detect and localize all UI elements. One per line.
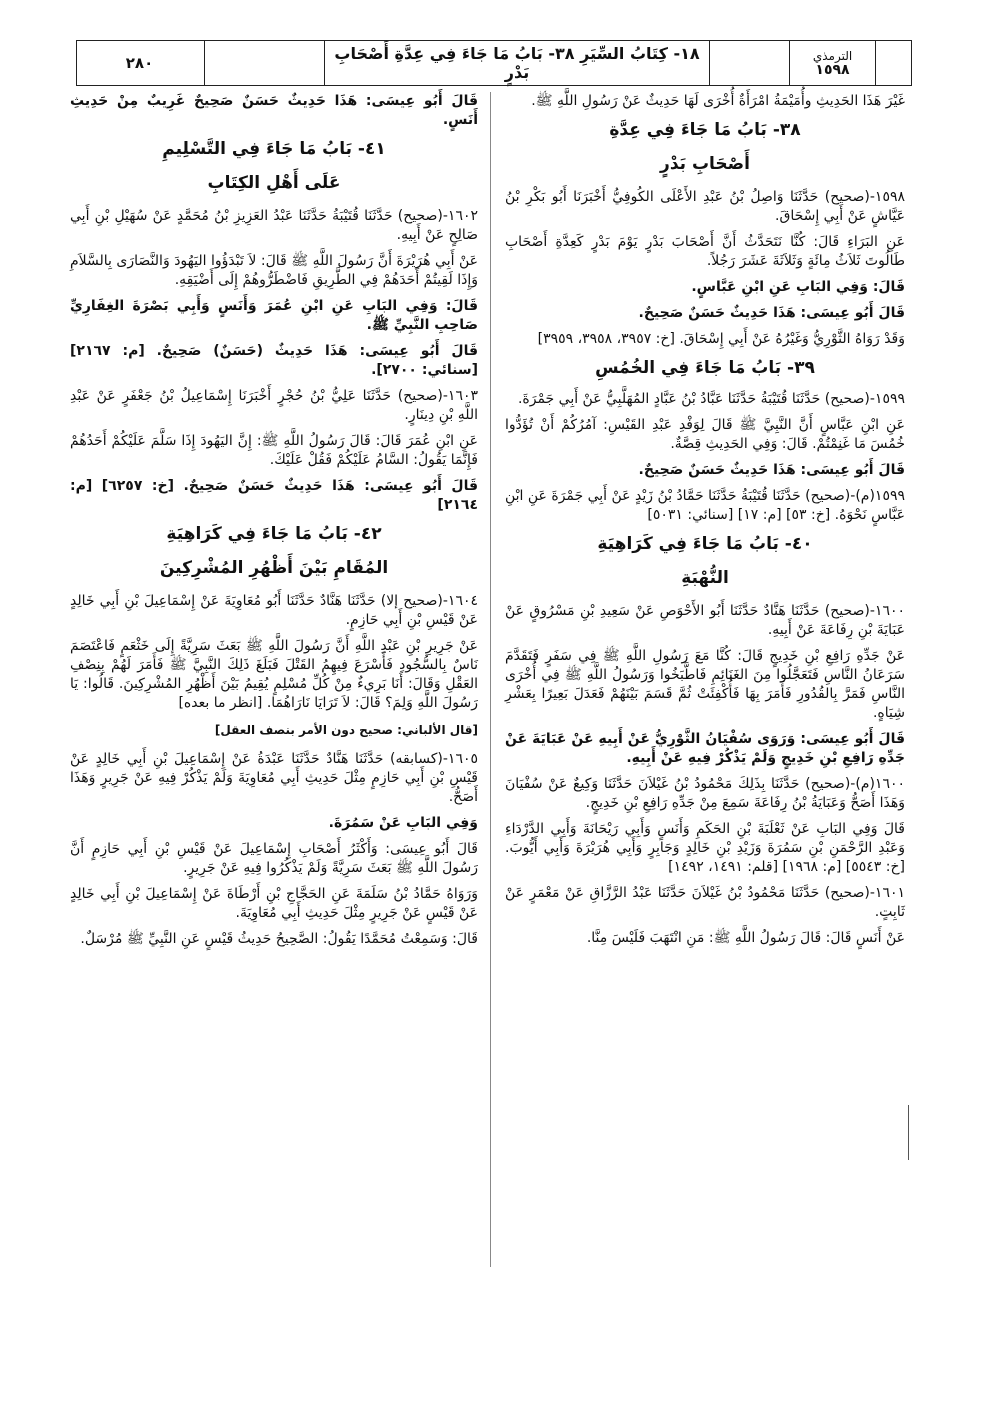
- hadith-paragraph: قَالَ وَفِي البَابِ عَنْ ثَعْلَبَةَ بْنِ الحَكَمِ وَأَنَسٍ وَأَبِي رَيْحَانَةَ وَأَبِي الدَّرْدَاءِ وَعَبْدِ الرَّحْمَنِ بْنِ سَمُرَةَ وَزَيْدِ بْنِ خَالِدٍ وَجَابِرٍ وَأَبِي هُرَيْرَةَ وَأَبِي أَيُّوبَ. [خ: ٥٥٤٣] [م: ١٩٦٨] [قلم: ١٤٩١، ١٤٩٢]: [505, 821, 905, 875]
- chapter-subheading: عَلَى أَهْلِ الكِتَابِ: [207, 173, 341, 193]
- header-reference: [789, 41, 875, 85]
- reference-label: الترمذي: [812, 49, 853, 63]
- commentary-paragraph: قَالَ أَبُو عِيسَى: هَذَا حَدِيثٌ حَسَنٌ صَحِيحٌ.: [638, 305, 905, 321]
- hadith-paragraph: عَنْ جَرِيرِ بْنِ عَبْدِ اللَّهِ أَنَّ رَسُولَ اللَّهِ ﷺ بَعَثَ سَرِيَّةً إِلَى خَثْعَمٍ فَاعْتَصَمَ نَاسٌ بِالسُّجُودِ فَأَسْرَعَ فِيهِمُ القَتْلَ فَبَلَغَ ذَلِكَ النَّبِيَّ ﷺ فَأَمَرَ لَهُمْ بِنِصْفِ العَقْلِ وَقَالَ: أَنَا بَرِيءٌ مِنْ كُلِّ مُسْلِمٍ يُقِيمُ بَيْنَ أَظْهُرِ المُشْرِكِينَ. قَالُوا: يَا رَسُولَ اللَّهِ وَلِمَ؟ قَالَ: لاَ تَرَايَا نَارَاهُمَا. [انظر ما بعده]: [70, 638, 478, 711]
- hadith-paragraph: وَقَدْ رَوَاهُ الثَّوْرِيُّ وَغَيْرُهُ عَنْ أَبِي إِسْحَاقَ. [خ: ٣٩٥٧، ٣٩٥٨، ٣٩٥٩]: [537, 331, 905, 347]
- header-title: ١٨- كِتَابُ السِّيَرِ ٣٨- بَابُ مَا جَاءَ فِي عِدَّةِ أَصْحَابِ بَدْرٍ: [324, 41, 709, 85]
- commentary-paragraph: قَالَ أَبُو عِيسَى: هَذَا حَدِيثٌ حَسَنٌ صَحِيحٌ.: [638, 462, 905, 478]
- right-column: [505, 92, 905, 955]
- hadith-paragraph: قَالَ أَبُو عِيسَى: وَأَكْثَرُ أَصْحَابِ إِسْمَاعِيلَ عَنْ قَيْسِ بْنِ أَبِي حَازِمٍ أَنَّ رَسُولَ اللَّهِ ﷺ بَعَثَ سَرِيَّةً وَلَمْ يَذْكُرُوا فِيهِ عَنْ جَرِيرٍ.: [70, 841, 478, 876]
- hadith-paragraph: ١٦٠٥-(كسابقه) حَدَّثَنَا هَنَّادٌ حَدَّثَنَا عَبْدَةُ عَنْ إِسْمَاعِيلَ بْنِ أَبِي خَالِدٍ عَنْ قَيْسِ بْنِ أَبِي حَازِمٍ مِثْلَ حَدِيثِ أَبِي مُعَاوِيَةَ وَلَمْ يَذْكُرْ فِيهِ عَنْ جَرِيرٍ وَهَذَا أَصَحُّ.: [70, 751, 478, 805]
- chapter-subheading: أَصْحَابِ بَدْرٍ: [660, 154, 750, 174]
- commentary-paragraph: قَالَ أَبُو عِيسَى: وَرَوَى سُفْيَانُ الثَّوْرِيُّ عَنْ أَبِيهِ عَنْ عَبَايَةَ عَنْ جَدِّهِ رَافِعِ بْنِ خَدِيجٍ وَلَمْ يَذْكُرْ فِيهِ عَنْ أَبِيهِ.: [505, 731, 905, 766]
- chapter-subheading: المُقَامِ بَيْنَ أَظْهُرِ المُشْرِكِينَ: [159, 558, 389, 578]
- hadith-paragraph: ١٦٠٣-(صحيح) حَدَّثَنَا عَلِيُّ بْنُ حُجْرٍ أَخْبَرَنَا إِسْمَاعِيلُ بْنُ جَعْفَرٍ عَنْ عَبْدِ اللَّهِ بْنِ دِينَارٍ.: [70, 388, 478, 423]
- commentary-paragraph: قَالَ: وَفِي البَابِ عَنِ ابْنِ عَبَّاسٍ.: [691, 279, 905, 295]
- grading-note: [قال الألباني: صحيح دون الأمر بنصف العقل]: [214, 723, 478, 737]
- chapter-heading: ٤٢- بَابُ مَا جَاءَ فِي كَرَاهِيَةِ: [166, 524, 382, 544]
- left-column: [70, 92, 478, 956]
- page-header: [76, 40, 912, 86]
- hadith-paragraph: قَالَ: وَسَمِعْتُ مُحَمَّدًا يَقُولُ: الصَّحِيحُ حَدِيثُ قَيْسٍ عَنِ النَّبِيِّ ﷺ مُرْسَلٌ.: [80, 931, 478, 947]
- reference-number: ١٥٩٨: [815, 62, 850, 78]
- commentary-paragraph: قَالَ أَبُو عِيسَى: هَذَا حَدِيثٌ حَسَنٌ صَحِيحٌ. [خ: ٦٢٥٧] [م: ٢١٦٤]: [70, 478, 479, 513]
- commentary-paragraph: قَالَ: وَفِي البَابِ عَنِ ابْنِ عُمَرَ وَأَنَسٍ وَأَبِي بَصْرَةَ الغِفَارِيِّ صَاحِبِ النَّبِيِّ ﷺ.: [70, 298, 478, 333]
- commentary-paragraph: وَفِي البَابِ عَنْ سَمُرَةَ.: [328, 815, 478, 831]
- header-empty-cell: [875, 41, 911, 85]
- hadith-paragraph: ١٥٩٩(م)-(صحيح) حَدَّثَنَا قُتَيْبَةُ حَدَّثَنَا حَمَّادُ بْنُ زَيْدٍ عَنْ أَبِي جَمْرَةَ عَنِ ابْنِ عَبَّاسٍ نَحْوَهُ. [خ: ٥٣] [م: ١٧] [سنائي: ٥٠٣١]: [505, 488, 905, 523]
- hadith-paragraph: ١٦٠٠-(صحيح) حَدَّثَنَا هَنَّادٌ حَدَّثَنَا أَبُو الأَحْوَصِ عَنْ سَعِيدِ بْنِ مَسْرُوقٍ عَنْ عَبَايَةَ بْنِ رِفَاعَةَ عَنْ أَبِيهِ.: [505, 603, 905, 638]
- commentary-paragraph: قَالَ أَبُو عِيسَى: هَذَا حَدِيثٌ حَسَنٌ صَحِيحٌ غَرِيبٌ مِنْ حَدِيثِ أَنَسٍ.: [70, 93, 478, 128]
- hadith-paragraph: ١٥٩٩-(صحيح) حَدَّثَنَا قُتَيْبَةُ حَدَّثَنَا عَبَّادُ بْنُ عَبَّادٍ المُهَلَّبِيُّ عَنْ أَبِي جَمْرَةَ.: [517, 391, 905, 407]
- chapter-heading: ٤١- بَابُ مَا جَاءَ فِي التَّسْلِيمِ: [162, 139, 386, 159]
- chapter-heading: ٤٠- بَابُ مَا جَاءَ فِي كَرَاهِيَةِ: [597, 534, 813, 554]
- hadith-paragraph: ١٦٠١-(صحيح) حَدَّثَنَا مَحْمُودُ بْنُ غَيْلاَنَ حَدَّثَنَا عَبْدُ الرَّزَّاقِ عَنْ مَعْمَرٍ عَنْ ثَابِتٍ.: [505, 885, 905, 920]
- hadith-paragraph: عَنِ ابْنِ عُمَرَ قَالَ: قَالَ رَسُولُ اللَّهِ ﷺ: إِنَّ اليَهُودَ إِذَا سَلَّمَ عَلَيْكُمْ أَحَدُهُمْ فَإِنَّمَا يَقُولُ: السَّامُ عَلَيْكُمْ فَقُلْ عَلَيْكَ.: [70, 433, 478, 468]
- page-number: ٢٨٠: [125, 54, 154, 72]
- hadith-paragraph: عَنْ أَنَسٍ قَالَ: قَالَ رَسُولُ اللَّهِ ﷺ: مَنِ انْتَهَبَ فَلَيْسَ مِنَّا.: [586, 930, 905, 946]
- chapter-subheading: النُّهْبَةِ: [681, 568, 729, 588]
- header-spacer: [709, 41, 789, 85]
- hadith-paragraph: ١٦٠٤-(صحيح إلا) حَدَّثَنَا هَنَّادٌ حَدَّثَنَا أَبُو مُعَاوِيَةَ عَنْ إِسْمَاعِيلَ بْنِ أَبِي خَالِدٍ عَنْ قَيْسِ بْنِ أَبِي حَازِمٍ.: [70, 593, 478, 628]
- hadith-paragraph: عَنِ البَرَاءِ قَالَ: كُنَّا نَتَحَدَّثُ أَنَّ أَصْحَابَ بَدْرٍ يَوْمَ بَدْرٍ كَعِدَّةِ أَصْحَابِ طَالُوتَ ثَلاَثُ مِائَةٍ وَثَلاَثَةَ عَشَرَ رَجُلاً.: [505, 234, 905, 269]
- hadith-paragraph: وَرَوَاهُ حَمَّادُ بْنُ سَلَمَةَ عَنِ الحَجَّاجِ بْنِ أَرْطَاةَ عَنْ إِسْمَاعِيلَ بْنِ أَبِي خَالِدٍ عَنْ قَيْسٍ عَنْ جَرِيرٍ مِثْلَ حَدِيثِ أَبِي مُعَاوِيَةَ.: [70, 886, 478, 921]
- margin-mark: [908, 1105, 909, 1160]
- hadith-paragraph: ١٥٩٨-(صحيح) حَدَّثَنَا وَاصِلُ بْنُ عَبْدِ الأَعْلَى الكُوفِيُّ أَخْبَرَنَا أَبُو بَكْرِ بْنُ عَيَّاشٍ عَنْ أَبِي إِسْحَاقَ.: [505, 189, 905, 224]
- header-spacer: [204, 41, 324, 85]
- hadith-paragraph: عَنْ أَبِي هُرَيْرَةَ أَنَّ رَسُولَ اللَّهِ ﷺ قَالَ: لاَ تَبْدَؤُوا اليَهُودَ وَالنَّصَارَى بِالسَّلاَمِ وَإِذَا لَقِيتُمْ أَحَدَهُمْ فِي الطَّرِيقِ فَاضْطَرُّوهُمْ إِلَى أَضْيَقِهِ.: [70, 253, 478, 288]
- hadith-paragraph: غَيْرَ هَذَا الحَدِيثِ وأُمَيْمَةُ امْرَأَةٌ أُخْرَى لَهَا حَدِيثٌ عَنْ رَسُولِ اللَّهِ ﷺ.: [531, 93, 905, 109]
- chapter-heading: ٣٩- بَابُ مَا جَاءَ فِي الخُمُسِ: [595, 358, 815, 378]
- hadith-paragraph: عَنِ ابْنِ عَبَّاسٍ أَنَّ النَّبِيَّ ﷺ قَالَ لِوَفْدِ عَبْدِ القَيْسِ: آمُرُكُمْ أَنْ تُؤَدُّوا خُمُسَ مَا غَنِمْتُمْ. قَالَ: وَفِي الحَدِيثِ قِصَّةٌ.: [505, 417, 905, 452]
- hadith-paragraph: ١٦٠٠(م)-(صحيح) حَدَّثَنَا بِذَلِكَ مَحْمُودُ بْنُ غَيْلاَنَ حَدَّثَنَا وَكِيعٌ عَنْ سُفْيَانَ وَهَذَا أَصَحُّ وَعَبَايَةُ بْنُ رِفَاعَةَ سَمِعَ مِنْ جَدِّهِ رَافِعِ بْنِ خَدِيجٍ.: [505, 776, 905, 811]
- hadith-paragraph: عَنْ جَدِّهِ رَافِعِ بْنِ خَدِيجٍ قَالَ: كُنَّا مَعَ رَسُولِ اللَّهِ ﷺ فِي سَفَرٍ فَتَقَدَّمَ سَرَعَانُ النَّاسِ فَتَعَجَّلُوا مِنَ الغَنَائِمِ فَاطَّبَخُوا وَرَسُولُ اللَّهِ ﷺ فِي أُخْرَى النَّاسِ فَمَرَّ بِالقُدُورِ فَأَمَرَ بِهَا فَأُكْفِئَتْ ثُمَّ قَسَمَ بَيْنَهُمْ فَعَدَلَ بَعِيرًا بِعَشْرِ شِيَاهٍ.: [505, 648, 905, 721]
- chapter-heading: ٣٨- بَابُ مَا جَاءَ فِي عِدَّةِ: [609, 120, 801, 140]
- column-divider: [490, 92, 491, 1267]
- commentary-paragraph: قَالَ أَبُو عِيسَى: هَذَا حَدِيثٌ (حَسَنٌ) صَحِيحٌ. [م: ٢١٦٧] [سنائي: ٢٧٠٠].: [70, 343, 478, 378]
- hadith-paragraph: ١٦٠٢-(صحيح) حَدَّثَنَا قُتَيْبَةُ حَدَّثَنَا عَبْدُ العَزِيزِ بْنُ مُحَمَّدٍ عَنْ سُهَيْلِ بْنِ أَبِي صَالِحٍ عَنْ أَبِيهِ.: [70, 208, 478, 243]
